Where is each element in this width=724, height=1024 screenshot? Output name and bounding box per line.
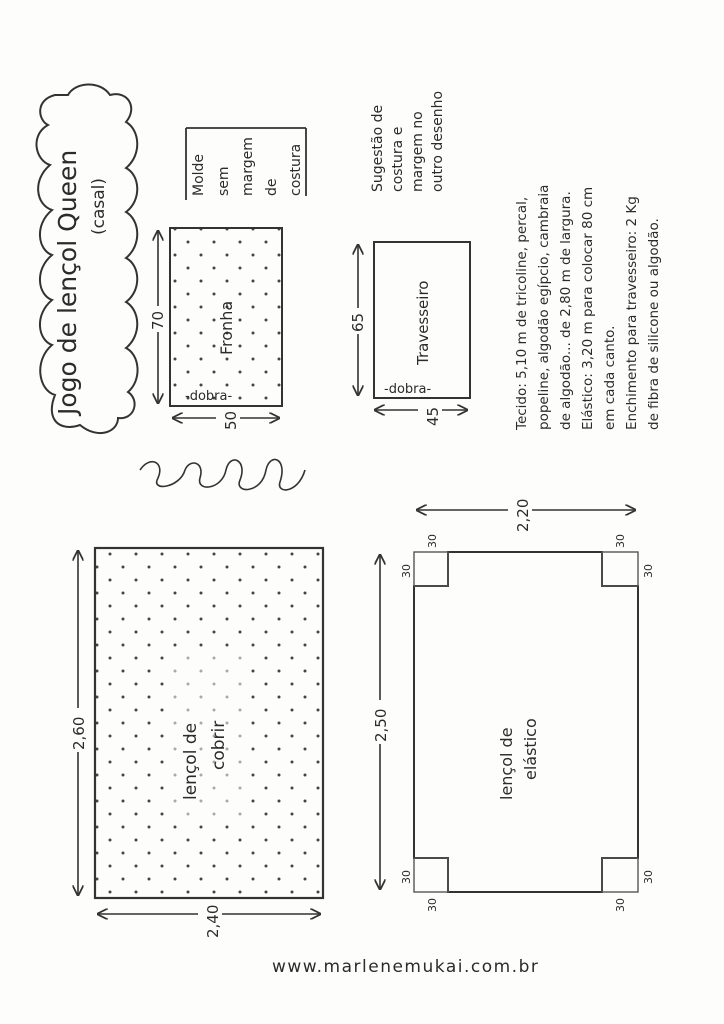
seam-note-line-1: Sugestão de bbox=[370, 104, 386, 192]
materials-notes bbox=[514, 185, 662, 431]
title-text: Jogo de lençol Queen bbox=[53, 149, 82, 415]
title-subtitle: (casal) bbox=[89, 177, 109, 235]
cobrir-piece bbox=[67, 548, 323, 940]
seam-note-line-4: outro desenho bbox=[430, 90, 446, 192]
corner-dim-br-side: 30 bbox=[642, 870, 655, 884]
fronha-piece bbox=[148, 228, 282, 430]
note-line-3: margem bbox=[240, 137, 256, 196]
website-url: www.marlenemukai.com.br bbox=[272, 957, 540, 977]
corner-cut-top-right bbox=[602, 552, 638, 586]
travesseiro-dim-long: 65 bbox=[349, 312, 367, 332]
corner-dim-bl-bottom: 30 bbox=[426, 898, 439, 912]
fronha-dim-short: 50 bbox=[222, 410, 240, 430]
cobrir-dim-long: 2,60 bbox=[70, 716, 88, 750]
travesseiro-label: Travesseiro bbox=[414, 280, 432, 365]
signature-text: Marlene Mukai bbox=[250, 502, 251, 510]
cobrir-label-2: cobrir bbox=[209, 720, 229, 770]
note-box bbox=[186, 128, 306, 200]
cobrir-dim-short: 2,40 bbox=[204, 904, 222, 938]
travesseiro-fold-label: -dobra- bbox=[384, 382, 432, 397]
fronha-fold-label: -dobra- bbox=[185, 389, 233, 404]
materials-line-6: Enchimento para travesseiro: 2 Kg bbox=[624, 196, 640, 430]
elastico-label-1: lençol de bbox=[497, 727, 516, 800]
corner-dim-tr-top: 30 bbox=[614, 534, 627, 548]
elastico-dim-long: 2,50 bbox=[372, 708, 390, 742]
corner-dim-br-bottom: 30 bbox=[614, 898, 627, 912]
note-line-2: sem bbox=[216, 166, 232, 196]
title-cloud bbox=[36, 84, 137, 433]
elastico-piece bbox=[369, 492, 655, 912]
materials-line-3: de algodão... de 2,80 m de largura. bbox=[558, 191, 574, 430]
corner-cut-bottom-right bbox=[602, 858, 638, 892]
seam-note bbox=[370, 91, 446, 192]
note-line-1: Molde bbox=[191, 153, 207, 196]
corner-cut-top-left bbox=[414, 552, 448, 586]
travesseiro-piece bbox=[348, 242, 470, 426]
materials-line-5: em cada canto. bbox=[602, 325, 618, 430]
fronha-label: Fronha bbox=[217, 300, 236, 355]
materials-line-4: Elástico: 3,20 m para colocar 80 cm bbox=[580, 186, 596, 430]
seam-note-line-3: margem no bbox=[410, 111, 426, 192]
note-line-5: costura bbox=[288, 143, 304, 196]
elastico-dim-short: 2,20 bbox=[514, 498, 532, 532]
corner-dim-tr-side: 30 bbox=[642, 564, 655, 578]
corner-dim-bl-side: 30 bbox=[400, 870, 413, 884]
materials-line-1: Tecido: 5,10 m de tricoline, percal, bbox=[514, 196, 530, 430]
cobrir-label-1: lençol de bbox=[181, 722, 201, 800]
materials-line-2: popeline, algodão egípcio, cambraia bbox=[536, 184, 552, 430]
seam-note-line-2: costura e bbox=[390, 126, 406, 192]
fronha-dim-long: 70 bbox=[149, 310, 167, 330]
note-line-4: de bbox=[264, 178, 280, 196]
corner-cut-bottom-left bbox=[414, 858, 448, 892]
elastico-label-2: elástico bbox=[521, 718, 540, 780]
travesseiro-dim-short: 45 bbox=[424, 406, 442, 426]
materials-line-7: de fibra de silicone ou algodão. bbox=[646, 218, 662, 430]
signature bbox=[140, 460, 305, 510]
corner-dim-tl-top: 30 bbox=[426, 534, 439, 548]
corner-dim-tl-side: 30 bbox=[400, 564, 413, 578]
